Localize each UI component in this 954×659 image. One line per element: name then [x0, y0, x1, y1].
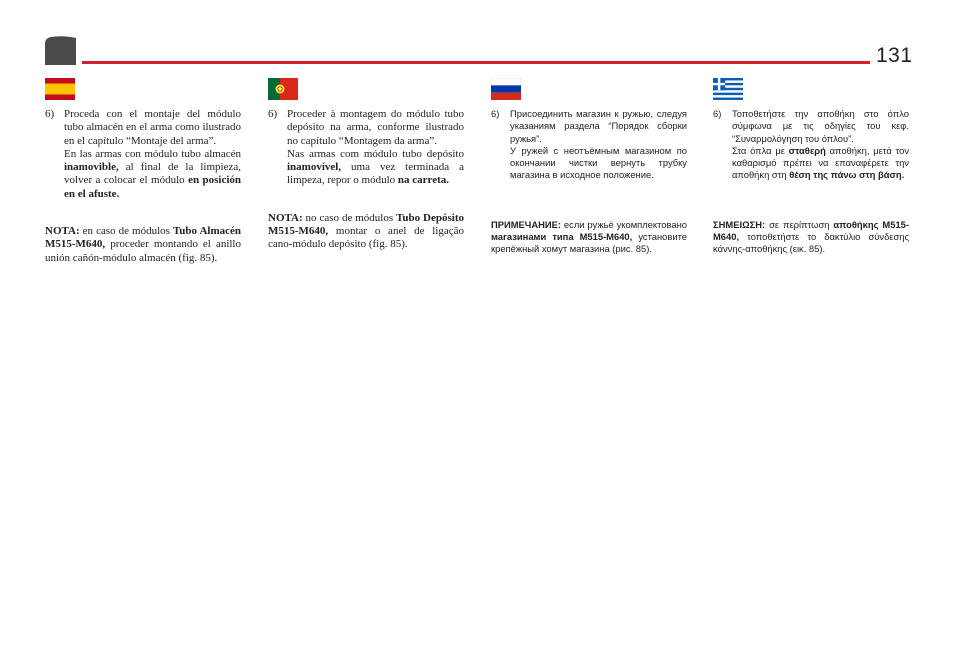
column-greek [713, 78, 909, 256]
column-portuguese [268, 78, 464, 252]
step-text: Τοποθετήστε την αποθήκη στο όπλο σύμφωνα με τις οδηγίες του κεφ. “Συναρμολόγηση του όπλου”. Στα όπλα με σταθερή αποθήκη, μετά τον καθαρισμό πρέπει να επαναφέρετε την αποθήκη στη θέση της πάνω στη βάση. [732, 108, 910, 181]
brand-logo-icon [45, 36, 76, 65]
note: ПРИМЕЧАНИЕ: если ружьё укомплектовано магазинами типа M515-M640, установите крепёжный хомут магазина (рис. 85). [491, 218, 687, 255]
step-number: 6) [268, 108, 278, 120]
portugal-flag-icon [268, 78, 298, 100]
step-text: Proceder à montagem do módulo tubo depósito na arma, conforme ilustrado no capítulo “Montagem da arma”. Nas armas com módulo tubo depósito inamovível, uma vez terminada a limpeza, repor o módulo na carreta. [287, 108, 464, 187]
page-number: 131 [876, 44, 913, 67]
step-6 [491, 108, 687, 182]
step-6 [713, 108, 909, 182]
step-text: Proceda con el montaje del módulo tubo almacén en el arma como ilustrado en el capítulo “Montaje del arma”. En las armas con módulo tubo almacén inamovible, al final de la limpieza, volver a colocar el módulo en posición en el afuste. [64, 108, 242, 200]
spain-flag-icon [45, 78, 75, 100]
step-number: 6) [491, 108, 500, 119]
column-spanish [45, 78, 241, 265]
russia-flag-icon [491, 78, 521, 100]
step-6 [268, 108, 464, 188]
note: NOTA: en caso de módulos Tubo Almacén M515-M640, proceder montando el anillo unión cañón-módulo almacén (fig. 85). [45, 225, 241, 264]
note: NOTA: no caso de módulos Tubo Depósito M515-M640, montar o anel de ligação cano-módulo depósito (fig. 85). [268, 211, 464, 251]
step-number: 6) [45, 108, 55, 120]
column-russian [491, 78, 687, 256]
greece-flag-icon [713, 78, 743, 100]
step-number: 6) [713, 108, 722, 119]
header-rule [82, 61, 870, 64]
step-6 [45, 108, 241, 201]
note: ΣΗΜΕΙΩΣΗ: σε περίπτωση αποθήκης M515-M640, τοποθετήστε το δακτύλιο σύνδεσης κάννης-αποθήκης (εικ. 85). [713, 218, 909, 255]
step-text: Присоединить магазин к ружью, следуя указаниям раздела “Порядок сборки ружья”. У ружей с неотъёмным магазином по окончании чистки вернуть трубку магазина в исходное положение. [510, 108, 687, 181]
